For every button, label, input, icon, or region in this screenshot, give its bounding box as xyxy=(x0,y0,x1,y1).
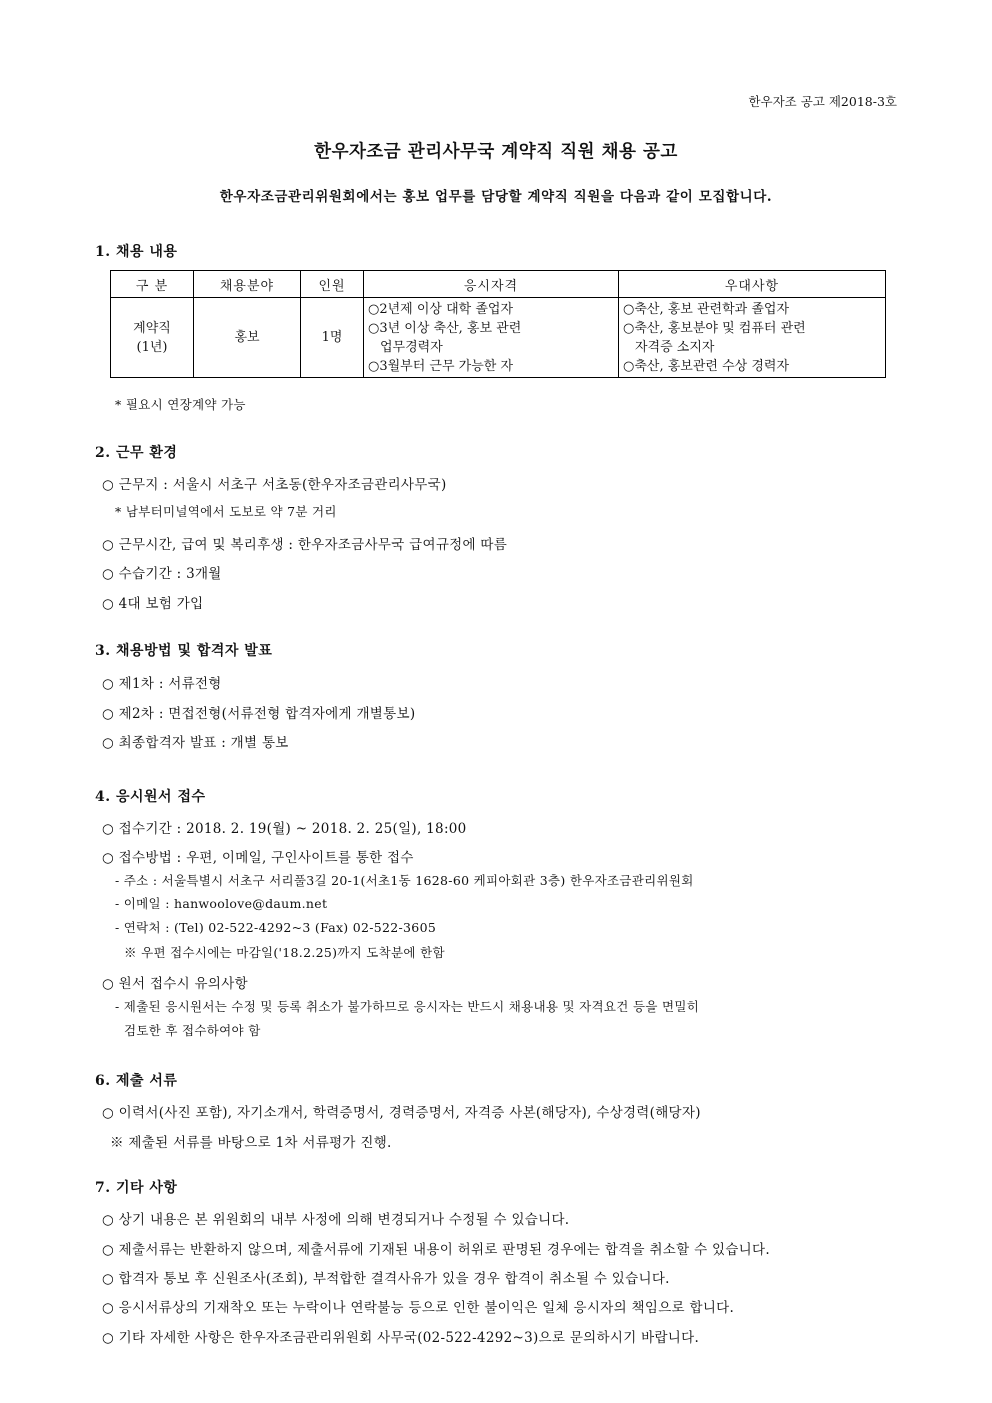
section-heading-selection: 3. 채용방법 및 합격자 발표 xyxy=(95,643,273,659)
table-cell-count: 1명 xyxy=(301,298,364,378)
list-item: ○ 상기 내용은 본 위원회의 내부 사정에 의해 변경되거나 수정될 수 있습니다. xyxy=(102,1212,570,1228)
table-cell-field: 홍보 xyxy=(194,298,301,378)
list-item: ○ 합격자 통보 후 신원조사(조회), 부적합한 결격사유가 있을 경우 합격이 취소될 수 있습니다. xyxy=(102,1271,670,1287)
table-header-row xyxy=(111,271,886,298)
list-item: ○ 근무지 : 서울시 서초구 서초동(한우자조금관리사무국) xyxy=(102,477,447,493)
page-title: 한우자조금 관리사무국 계약직 직원 채용 공고 xyxy=(314,142,678,162)
list-item: ○ 제1차 : 서류전형 xyxy=(102,676,222,692)
table-header: 채용분야 xyxy=(194,271,301,298)
list-item: ○ 기타 자세한 사항은 한우자조금관리위원회 사무국(02-522-4292~3)으로 문의하시기 바랍니다. xyxy=(102,1330,700,1346)
list-item: ○ 4대 보험 가입 xyxy=(102,596,204,612)
list-item: ○ 원서 접수시 유의사항 xyxy=(102,976,248,992)
table-cell-type xyxy=(111,298,194,378)
list-item: ○ 접수기간 : 2018. 2. 19(월) ~ 2018. 2. 25(일), 18:00 xyxy=(102,821,467,837)
table-header: 응시자격 xyxy=(364,271,619,298)
recruitment-table xyxy=(110,270,886,378)
list-item: ※ 제출된 서류를 바탕으로 1차 서류평가 진행. xyxy=(110,1135,392,1151)
list-item: * 남부터미널역에서 도보로 약 7분 거리 xyxy=(115,504,337,519)
table-header: 인원 xyxy=(301,271,364,298)
table-row xyxy=(111,298,886,378)
list-item: ○ 이력서(사진 포함), 자기소개서, 학력증명서, 경력증명서, 자격증 사본(해당자), 수상경력(해당자) xyxy=(102,1105,701,1121)
qualification-item: 업무경력자 xyxy=(380,339,443,355)
list-item: ※ 우편 접수시에는 마감일('18.2.25)까지 도착분에 한함 xyxy=(124,945,445,960)
list-item: - 제출된 응시원서는 수정 및 등록 취소가 불가하므로 응시자는 반드시 채용내용 및 자격요건 등을 면밀히 xyxy=(115,999,700,1014)
document-number: 한우자조 공고 제2018-3호 xyxy=(748,94,897,109)
list-item: - 이메일 : hanwoolove@daum.net xyxy=(115,896,328,911)
qualification-item: ○3월부터 근무 가능한 자 xyxy=(368,358,514,374)
section-heading-recruitment: 1. 채용 내용 xyxy=(95,244,178,260)
list-item: ○ 응시서류상의 기재착오 또는 누락이나 연락불능 등으로 인한 불이익은 일체 응시자의 책임으로 합니다. xyxy=(102,1300,735,1316)
qualification-item: ○2년제 이상 대학 졸업자 xyxy=(368,301,514,317)
list-item: ○ 근무시간, 급여 및 복리후생 : 한우자조금사무국 급여규정에 따름 xyxy=(102,537,508,553)
extension-note: * 필요시 연장계약 가능 xyxy=(115,397,246,412)
list-item: - 주소 : 서울특별시 서초구 서리풀3길 20-1(서초1동 1628-60 케피아회관 3층) 한우자조금관리위원회 xyxy=(115,873,694,888)
qualification-item: ○3년 이상 축산, 홍보 관련 xyxy=(368,320,522,336)
preference-item: 자격증 소지자 xyxy=(635,339,715,355)
table-cell-preferences xyxy=(619,298,886,378)
section-heading-other: 7. 기타 사항 xyxy=(95,1180,178,1196)
list-item: ○ 수습기간 : 3개월 xyxy=(102,566,222,582)
section-heading-documents: 6. 제출 서류 xyxy=(95,1073,178,1089)
intro-text: 한우자조금관리위원회에서는 홍보 업무를 담당할 계약직 직원을 다음과 같이 모집합니다. xyxy=(219,189,773,205)
preference-item: ○축산, 홍보분야 및 컴퓨터 관련 xyxy=(623,320,806,336)
section-heading-work-environment: 2. 근무 환경 xyxy=(95,445,178,461)
preference-item: ○축산, 홍보관련 수상 경력자 xyxy=(623,358,790,374)
list-item: ○ 제2차 : 면접전형(서류전형 합격자에게 개별통보) xyxy=(102,706,416,722)
preference-item: ○축산, 홍보 관련학과 졸업자 xyxy=(623,301,790,317)
type-line: 계약직 xyxy=(133,320,171,336)
list-item: ○ 최종합격자 발표 : 개별 통보 xyxy=(102,735,289,751)
section-heading-application: 4. 응시원서 접수 xyxy=(95,789,206,805)
list-item: 검토한 후 접수하여야 함 xyxy=(124,1023,261,1038)
list-item: ○ 제출서류는 반환하지 않으며, 제출서류에 기재된 내용이 허위로 판명된 경우에는 합격을 취소할 수 있습니다. xyxy=(102,1242,770,1258)
list-item: ○ 접수방법 : 우편, 이메일, 구인사이트를 통한 접수 xyxy=(102,850,414,866)
type-line: (1년) xyxy=(136,339,168,355)
table-header: 구 분 xyxy=(111,271,194,298)
table-header: 우대사항 xyxy=(619,271,886,298)
table-cell-qualifications xyxy=(364,298,619,378)
list-item: - 연락처 : (Tel) 02-522-4292~3 (Fax) 02-522-3605 xyxy=(115,920,437,935)
